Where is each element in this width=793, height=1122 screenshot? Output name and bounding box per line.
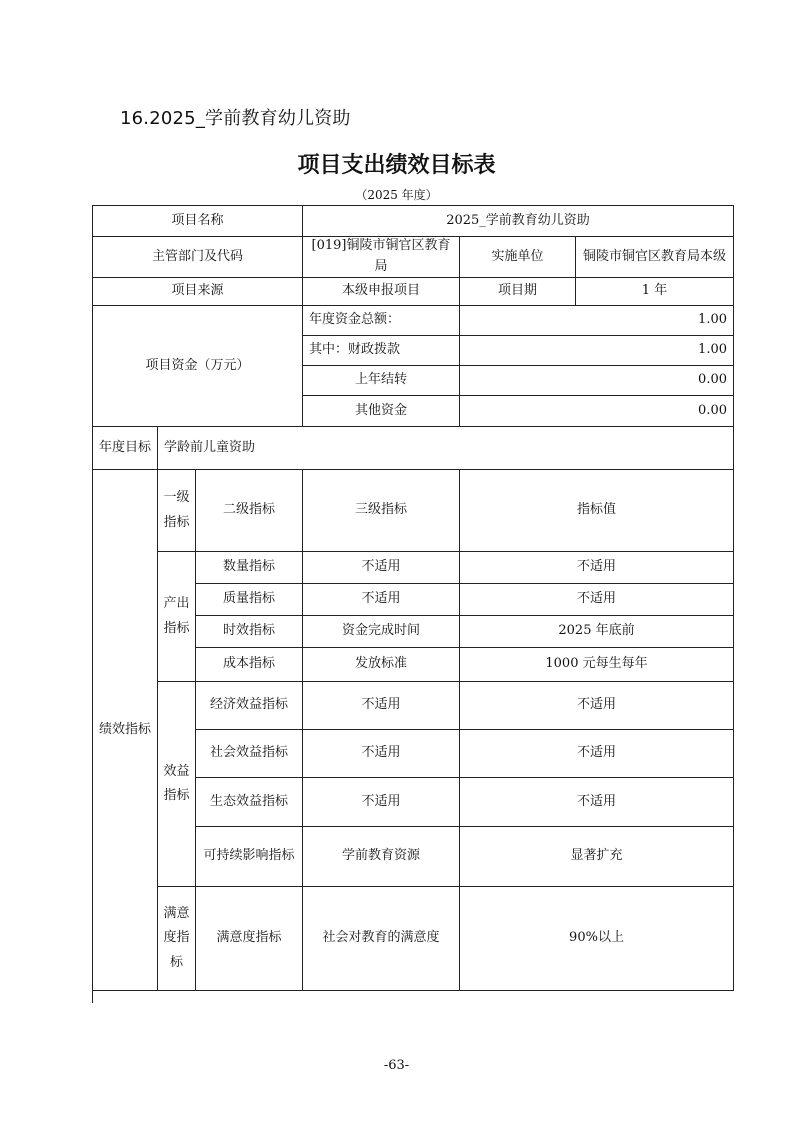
- value-carryover: 0.00: [460, 366, 734, 396]
- value-other-funds: 0.00: [460, 396, 734, 427]
- l3-economic: 不适用: [303, 682, 460, 730]
- v-economic: 不适用: [460, 682, 734, 730]
- page-title: 项目支出绩效目标表: [297, 153, 496, 178]
- v-timeliness: 2025 年底前: [460, 616, 734, 648]
- label-fiscal: 其中：财政拨款: [303, 336, 460, 366]
- l3-social: 不适用: [303, 730, 460, 778]
- value-dept-code: [019]铜陵市铜官区教育局: [303, 237, 460, 278]
- label-period: 项目期: [460, 278, 576, 306]
- header-level2: 二级指标: [196, 470, 303, 552]
- value-project-name: 2025_学前教育幼儿资助: [303, 206, 734, 237]
- label-annual-total: 年度资金总额：: [303, 306, 460, 336]
- label-impl-unit: 实施单位: [460, 237, 576, 278]
- v-cost: 1000 元每生每年: [460, 648, 734, 682]
- label-source: 项目来源: [93, 278, 303, 306]
- l2-sustainable: 可持续影响指标: [196, 827, 303, 887]
- label-carryover: 上年结转: [303, 366, 460, 396]
- header-level3: 三级指标: [303, 470, 460, 552]
- header-level1: 一级指标: [158, 470, 196, 552]
- value-period: 1 年: [576, 278, 734, 306]
- value-fiscal: 1.00: [460, 336, 734, 366]
- section-heading: 16.2025_学前教育幼儿资助: [120, 108, 351, 129]
- l3-quantity: 不适用: [303, 552, 460, 584]
- fiscal-year: （2025 年度）: [355, 188, 438, 202]
- l2-ecological: 生态效益指标: [196, 778, 303, 827]
- l2-economic: 经济效益指标: [196, 682, 303, 730]
- value-annual-total: 1.00: [460, 306, 734, 336]
- l2-quantity: 数量指标: [196, 552, 303, 584]
- group-satisfaction: 满意度指标: [158, 887, 196, 991]
- l3-timeliness: 资金完成时间: [303, 616, 460, 648]
- l2-satisfaction: 满意度指标: [196, 887, 303, 991]
- l2-quality: 质量指标: [196, 584, 303, 616]
- group-output: 产出指标: [158, 552, 196, 682]
- l3-sustainable: 学前教育资源: [303, 827, 460, 887]
- l2-timeliness: 时效指标: [196, 616, 303, 648]
- header-value: 指标值: [460, 470, 734, 552]
- v-satisfaction: 90%以上: [460, 887, 734, 991]
- l3-cost: 发放标准: [303, 648, 460, 682]
- v-sustainable: 显著扩充: [460, 827, 734, 887]
- l3-quality: 不适用: [303, 584, 460, 616]
- value-source: 本级申报项目: [303, 278, 460, 306]
- l3-satisfaction: 社会对教育的满意度: [303, 887, 460, 991]
- l3-ecological: 不适用: [303, 778, 460, 827]
- l2-social: 社会效益指标: [196, 730, 303, 778]
- label-annual-goal: 年度目标: [93, 427, 158, 470]
- group-benefit: 效益指标: [158, 682, 196, 887]
- v-ecological: 不适用: [460, 778, 734, 827]
- label-performance: 绩效指标: [93, 470, 158, 991]
- v-quantity: 不适用: [460, 552, 734, 584]
- v-social: 不适用: [460, 730, 734, 778]
- label-other-funds: 其他资金: [303, 396, 460, 427]
- l2-cost: 成本指标: [196, 648, 303, 682]
- value-annual-goal: 学龄前儿童资助: [158, 427, 734, 470]
- performance-goal-table: [92, 205, 734, 1003]
- label-project-name: 项目名称: [93, 206, 303, 237]
- value-impl-unit: 铜陵市铜官区教育局本级: [576, 237, 734, 278]
- v-quality: 不适用: [460, 584, 734, 616]
- page-number: -63-: [383, 1058, 410, 1073]
- label-dept-code: 主管部门及代码: [93, 237, 303, 278]
- label-funds: 项目资金（万元）: [93, 306, 303, 427]
